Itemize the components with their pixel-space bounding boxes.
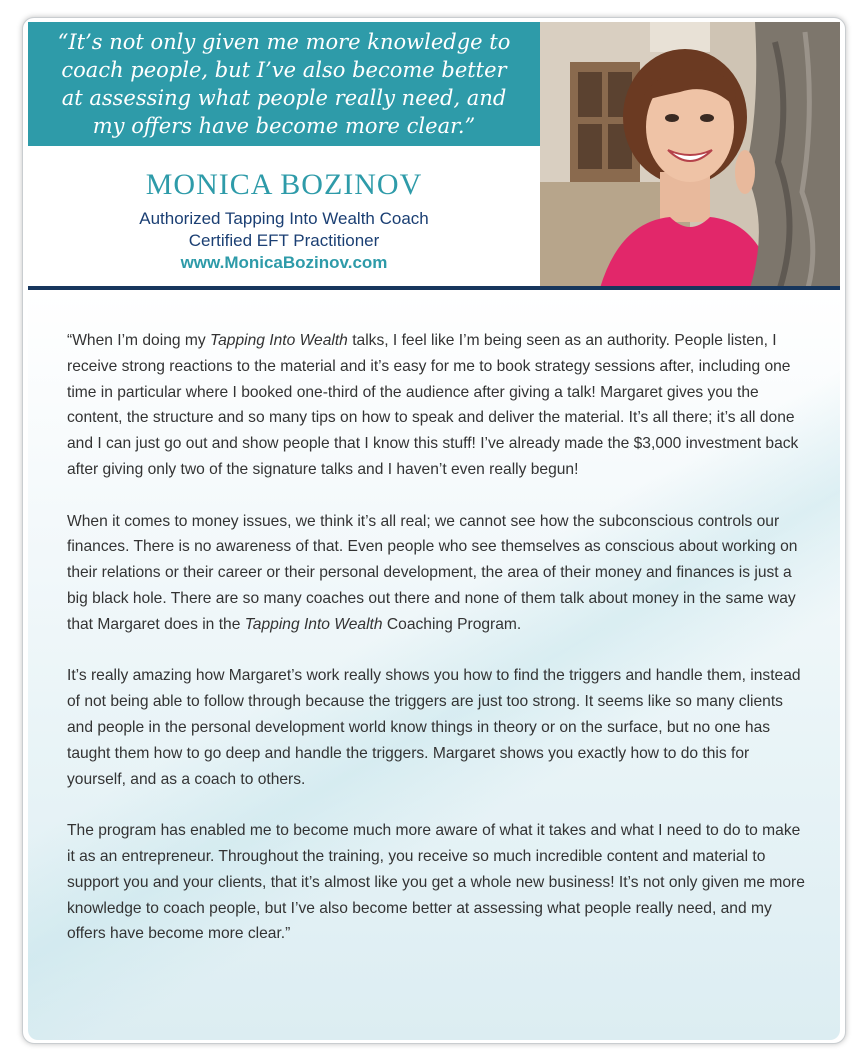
pull-quote-box [28, 22, 540, 146]
coach-title-line-2: Certified EFT Practitioner [188, 231, 380, 250]
coach-website-link[interactable]: www.MonicaBozinov.com [180, 253, 388, 272]
testimonial-paragraph-3: It’s really amazing how Margaret’s work really shows you how to find the triggers and handle them, instead of not being able to follow through because the triggers are just too strong. It seems like so many clients and people in the personal development world know things in theory or on the surface, but no one has taught them how to go deep and handle the triggers. Margaret shows you exactly how to do this for yourself, and as a coach to others. [67, 667, 801, 788]
coach-portrait-image [540, 22, 840, 288]
paragraph-text: When it comes to money issues, we think it’s all real; we cannot see how the subconscious controls our finances. There is no awareness of that. Even people who see themselves as conscious about working on their relations or their career or their personal development, the area of their money and finances is just a big black hole. There are so many coaches out there and none of them talk about money in the same way that Margaret does in the [67, 512, 798, 633]
testimonial-body [28, 290, 840, 1040]
paragraph-text: talks, I feel like I’m being seen as an authority. People listen, I receive strong reactions to the material and it’s easy for me to book strategy sessions after, including one time in particular where I booked one-third of the audience after giving a talk! Margaret gives you the content, the structure and so many tips on how to speak and deliver the material. It’s all there; it’s all done and I can just go out and show people that I know this stuff! I’ve already made the $3,000 investment back after giving only two of the signature talks and I haven’t even really begun! [67, 332, 799, 478]
testimonial-card [22, 17, 846, 1044]
testimonial-paragraph-2 [67, 509, 805, 638]
program-title-italic: Tapping Into Wealth [210, 332, 348, 349]
testimonial-paragraph-1 [67, 328, 805, 483]
testimonial-text [67, 328, 805, 973]
coach-name: MONICA BOZINOV [145, 168, 423, 201]
program-title-italic: Tapping Into Wealth [244, 615, 383, 633]
paragraph-text: “When I’m doing my [67, 332, 210, 349]
pull-quote: “It’s not only given me more knowledge to coach people, but I’ve also become better at assessing what people really need, and my offers have become more clear.” [57, 30, 511, 138]
paragraph-text: Coaching Program. [382, 615, 522, 633]
testimonial-paragraph-4: The program has enabled me to become much more aware of what it takes and what I need to do to make it as an entrepreneur. Throughout the training, you receive so much incredible content and material to support you and your clients, that it’s almost like you get a whole new business! It’s not only given me more knowledge to coach people, but I’ve also become better at assessing what people really need, and my offers have become more clear.” [67, 822, 805, 943]
coach-title-line-1: Authorized Tapping Into Wealth Coach [139, 209, 429, 228]
coach-photo [540, 22, 840, 288]
coach-info [28, 146, 540, 284]
